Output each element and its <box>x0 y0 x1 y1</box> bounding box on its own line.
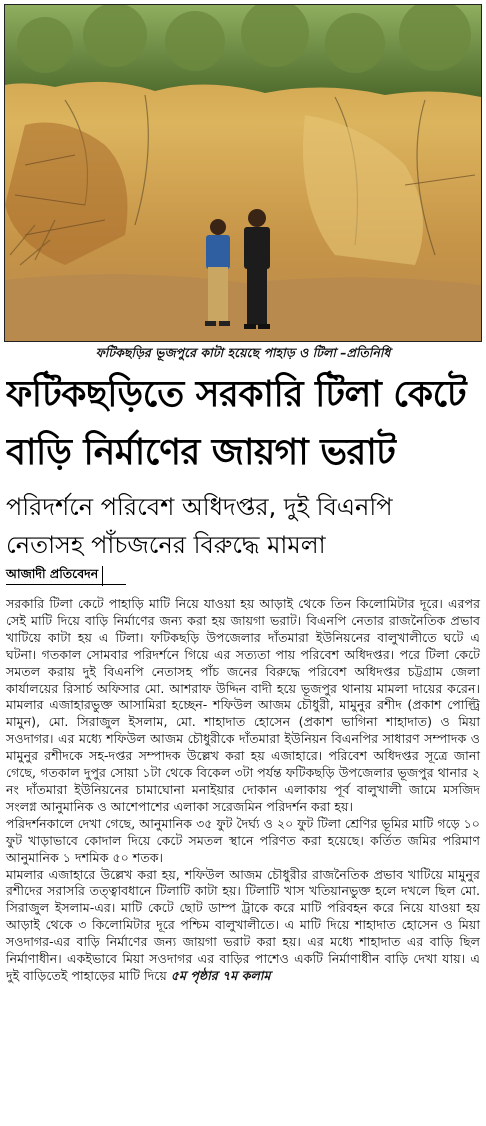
paragraph: সরকারি টিলা কেটে পাহাড়ি মাটি নিয়ে যাওয়া হয় আড়াই থেকে তিন কিলোমিটার দূরে। এরপর সেই মাটি দিয়ে বাড়ি নির্মাণের জন্য করা হয় জায়গা ভরাট। বিএনপি নেতার রাজনৈতিক প্রভাব খাটিয়ে কাটা হয় এ টিলা। ফটিকছড়ি উপজেলার দাঁতমারা ইউনিয়নের বালুখালীতে ঘটে এ ঘটনা। গতকাল সোমবার পরিদর্শনে গিয়ে এর সত্যতা পায় পরিবেশ অধিদপ্তর। পরে টিলা কেটে সমতল করায় দুই বিএনপি নেতাসহ পাঁচ জনের বিরুদ্ধে পরিবেশ অধিদপ্তর চট্টগ্রাম জেলা কার্যালয়ের রিসার্চ অফিসার মো. আশরাফ উদ্দিন বাদী হয়ে ভূজপুর থানায় মামলা দায়ের করেন। মামলার এজাহারভুক্ত আসামিরা হচ্ছেন- শফিউল আজম চৌধুরী, মামুনুর রশীদ (প্রকাশ পোল্ট্রি মামুন), মো. সিরাজুল ইসলাম, মো. শাহাদাত হোসেন (প্রকাশ ভাগিনা শাহাদাত) ও মিয়া সওদাগর। এর মধ্যে শফিউল আজম চৌধুরীকে দাঁতমারা ইউনিয়ন বিএনপির সাধারণ সম্পাদক ও মামুনুর রশীদকে সহ-দপ্তর সম্পাদক উল্লেখ করা হয় এজাহারে। পরিবেশ অধিদপ্তর সূত্রে জানা গেছে, গতকাল দুপুর সোয়া ১টা থেকে বিকেল ৩টা পর্যন্ত ফটিকছড়ি উপজেলার ভূজপুর থানার ২ নং দাঁতমারা ইউনিয়নের চামাঘোনা মনাইয়ার দোকান এলাকায় পূর্ব বালুখালী জামে মসজিদ সংলগ্ন আনুমানিক ও আশেপাশের এলাকা সরেজমিন পরিদর্শন করা হয়। <box>6 596 480 814</box>
headline-line-2: বাড়ি নির্মাণের জায়গা ভরাট <box>6 432 396 473</box>
continued-on-page-link[interactable]: ৫ম পৃষ্ঠার ৭ম কলাম <box>170 967 271 983</box>
subheadline <box>6 488 482 564</box>
subheadline-line-1: পরিদর্শনে পরিবেশ অধিদপ্তর, দুই বিএনপি <box>6 493 393 521</box>
paragraph <box>6 867 480 985</box>
subheadline-line-2: নেতাসহ পাঁচজনের বিরুদ্ধে মামলা <box>6 531 326 559</box>
article-body <box>6 596 480 985</box>
photo-hill-cut-scene <box>5 5 481 341</box>
byline: আজাদী প্রতিবেদন <box>6 566 103 586</box>
paragraph-text: মামলার এজাহারে উল্লেখ করা হয়, শফিউল আজম চৌধুরীর রাজনৈতিক প্রভাব খাটিয়ে মামুনুর রশীদের সরাসরি তত্ত্বাবধানে টিলাটি কাটা হয়। টিলাটি খাস খতিয়ানভুক্ত হলে দখলে ছিল মো. সিরাজুল ইসলাম-এর। মাটি কেটে ছোট ডাম্প ট্রাকে করে মাটি পরিবহন করে নিয়ে যাওয়া হয় আড়াই থেকে ৩ কিলোমিটার দূরে পশ্চিম বালুখালীতে। এ মাটি দিয়ে শাহাদাত হোসেন ও মিয়া সওদাগর-এর বাড়ি নির্মাণের জন্য জায়গা ভরাট করা হয়। এর মধ্যে শাহাদাত এর বাড়ি ছিল নির্মাণাধীন। একইভাবে মিয়া সওদাগর এর বাড়ির পাশেও একটি নির্মাণাধীন বাড়ি দেখা যায়। এ দুই বাড়িতেই পাহাড়ের মাটি দিয়ে <box>6 866 480 983</box>
person-black-outfit <box>244 209 270 329</box>
headline <box>6 366 482 482</box>
headline-line-1: ফটিকছড়িতে সরকারি টিলা কেটে <box>6 374 467 415</box>
news-photo <box>4 4 482 342</box>
paragraph: পরিদর্শনকালে দেখা গেছে, আনুমানিক ৩৫ ফুট দৈর্ঘ্য ও ২০ ফুট টিলা শ্রেণির ভূমির মাটি গড়ে ১০ ফুট খাড়াভাবে কোদাল দিয়ে কেটে সমতল স্থানে পরিণত করা হয়েছে। কর্তিত জমির পরিমাণ আনুমানিক ১ দশমিক ৫০ শতক। <box>6 815 480 865</box>
byline-rule <box>6 584 126 585</box>
ground <box>5 274 481 341</box>
photo-caption: ফটিকছড়ির ভূজপুরে কাটা হয়েছে পাহাড় ও টিলা –প্রতিনিধি <box>95 345 391 360</box>
person-uniform <box>205 219 230 326</box>
